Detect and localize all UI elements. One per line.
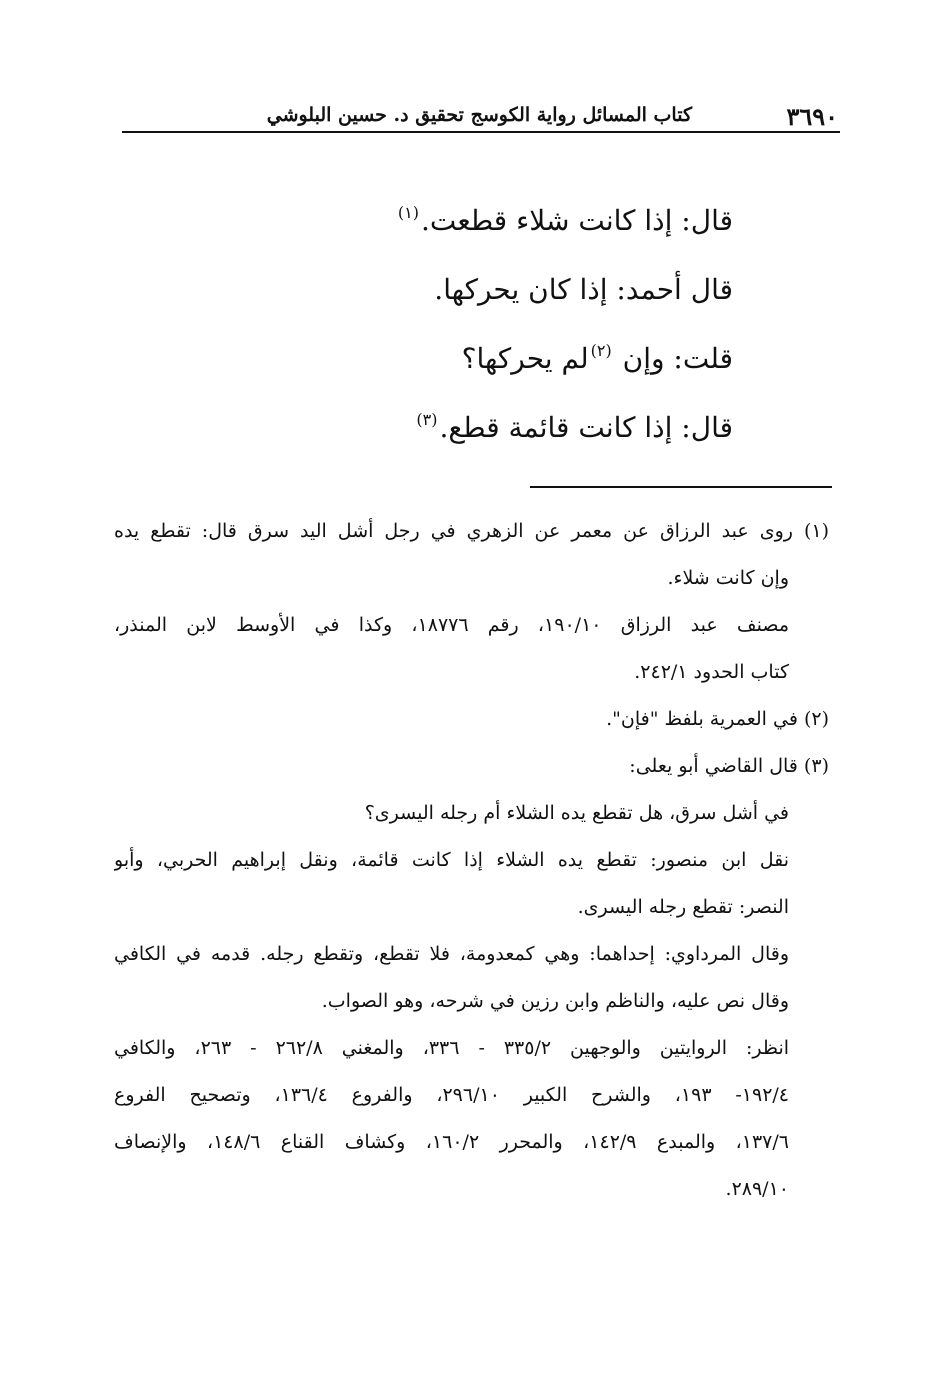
footnote-ref[interactable]: (٢) bbox=[590, 341, 612, 360]
footnote-line: نقل ابن منصور: تقطع يده الشلاء إذا كانت قائمة، ونقل إبراهيم الحربي، وأبو bbox=[114, 849, 789, 871]
page-number: ٣٦٩٠ bbox=[786, 102, 838, 131]
footnote-line: انظر: الروايتين والوجهين ٣٣٥/٢ - ٣٣٦، والمغني ٢٦٢/٨ - ٢٦٣، والكافي bbox=[114, 1037, 790, 1059]
main-text bbox=[213, 178, 733, 454]
footnote-ref[interactable]: (٣) bbox=[416, 410, 438, 429]
footnote-line: ١٩٢/٤- ١٩٣، والشرح الكبير ٢٩٦/١٠، والفروع ١٣٦/٤، وتصحيح الفروع bbox=[114, 1084, 790, 1106]
main-line-text: قلت: وإن bbox=[622, 342, 733, 375]
running-title: كتاب المسائل رواية الكوسج تحقيق د. حسين البلوشي bbox=[266, 104, 692, 126]
main-line-text: لم يحركها؟ bbox=[461, 342, 589, 375]
footnote-line: (١) روى عبد الرزاق عن معمر عن الزهري في رجل أشل اليد سرق قال: تقطع يده bbox=[114, 520, 829, 542]
main-line bbox=[213, 178, 733, 247]
footnote-line: (٣) قال القاضي أبو يعلى: bbox=[629, 755, 829, 777]
footnote-line: ١٣٧/٦، والمبدع ١٤٢/٩، والمحرر ١٦٠/٢، وكشاف القناع ١٤٨/٦، والإنصاف bbox=[114, 1131, 789, 1153]
main-line-text: قال: إذا كانت قائمة قطع. bbox=[439, 411, 733, 444]
main-line-text: قال أحمد: إذا كان يحركها. bbox=[434, 273, 733, 306]
header-rule bbox=[122, 131, 840, 133]
main-line-text: قال: إذا كانت شلاء قطعت. bbox=[420, 204, 733, 237]
footnote-line: كتاب الحدود ٢٤٢/١. bbox=[634, 661, 789, 683]
footnote-line: مصنف عبد الرزاق ١٩٠/١٠، رقم ١٨٧٧٦، وكذا في الأوسط لابن المنذر، bbox=[114, 614, 789, 636]
footnote-line: وقال المرداوي: إحداهما: وهي كمعدومة، فلا تقطع، وتقطع رجله. قدمه في الكافي bbox=[114, 943, 789, 965]
main-line bbox=[213, 385, 733, 454]
page-header bbox=[122, 96, 840, 132]
footnote-line: وقال نص عليه، والناظم وابن رزين في شرحه، وهو الصواب. bbox=[321, 990, 789, 1012]
footnote-separator bbox=[530, 486, 832, 488]
main-line bbox=[213, 316, 733, 385]
footnote-line: (٢) في العمرية بلفظ "فإن". bbox=[606, 708, 829, 730]
footnote-ref[interactable]: (١) bbox=[397, 203, 419, 222]
footnotes bbox=[114, 508, 829, 1213]
main-line bbox=[213, 247, 733, 316]
footnote-line: في أشل سرق، هل تقطع يده الشلاء أم رجله اليسرى؟ bbox=[364, 802, 789, 824]
footnote-line: وإن كانت شلاء. bbox=[667, 567, 789, 589]
footnote-line: النصر: تقطع رجله اليسرى. bbox=[577, 896, 789, 918]
footnote-line: ٢٨٩/١٠. bbox=[725, 1178, 789, 1200]
